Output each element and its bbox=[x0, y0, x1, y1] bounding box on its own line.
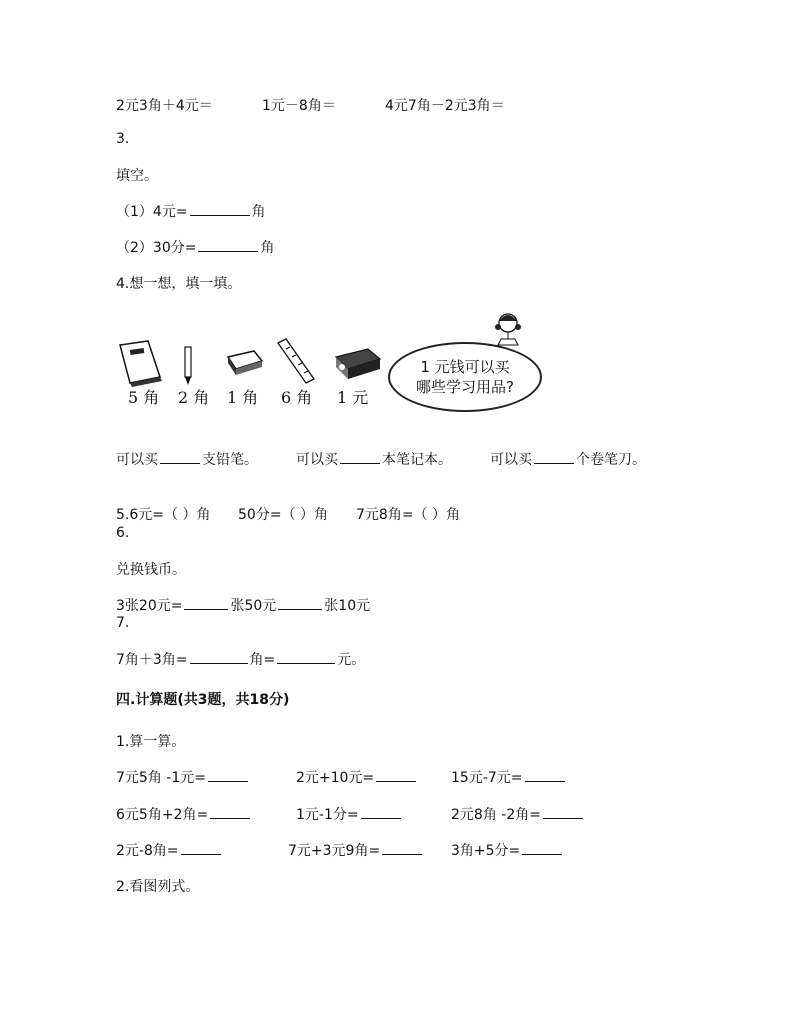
fill-prefix: 可以买 bbox=[490, 452, 532, 468]
q6-text-a: 3张20元= bbox=[116, 598, 183, 614]
answer-blank[interactable] bbox=[184, 608, 228, 610]
question-3-number: 3. bbox=[116, 131, 130, 147]
q7-text-a: 7角＋3角= bbox=[116, 652, 188, 668]
answer-blank[interactable] bbox=[277, 662, 335, 664]
calc-row-1-b bbox=[296, 767, 418, 787]
answer-blank[interactable] bbox=[210, 817, 250, 819]
calc-row-1-a bbox=[116, 767, 250, 787]
answer-blank[interactable] bbox=[160, 462, 200, 464]
answer-blank[interactable] bbox=[181, 853, 221, 855]
caption-ruler-price: 6 角 bbox=[281, 388, 313, 407]
calc-row-3-c bbox=[451, 840, 564, 860]
q4-fill-pencil bbox=[116, 449, 258, 469]
question-6-title: 兑换钱币。 bbox=[116, 562, 186, 578]
answer-blank[interactable] bbox=[534, 462, 574, 464]
calc-row-2-c bbox=[451, 804, 585, 824]
calc-row-2-a bbox=[116, 804, 252, 824]
fill-prefix: 可以买 bbox=[296, 452, 338, 468]
answer-blank[interactable] bbox=[340, 462, 380, 464]
calc-text: 3角+5分= bbox=[451, 843, 521, 859]
calc-text: 6元5角+2角= bbox=[116, 807, 209, 823]
calc-text: 2元+10元= bbox=[296, 770, 375, 786]
q7-text-c: 元。 bbox=[337, 652, 366, 668]
calc-text: 15元-7元= bbox=[451, 770, 523, 786]
calc-text: 1元-1分= bbox=[296, 807, 359, 823]
answer-blank[interactable] bbox=[278, 608, 322, 610]
speech-bubble bbox=[388, 342, 542, 412]
calc-text: 2元8角 -2角= bbox=[451, 807, 541, 823]
problem-row1-c: 4元7角－2元3角＝ bbox=[385, 98, 505, 114]
q3-item1-prefix: （1）4元= bbox=[116, 204, 188, 220]
caption-pencil-price: 2 角 bbox=[178, 388, 210, 407]
answer-blank[interactable] bbox=[198, 250, 258, 252]
calc-row-2-b bbox=[296, 804, 403, 824]
notebook-icon bbox=[120, 341, 162, 387]
eraser-icon bbox=[228, 351, 262, 375]
girl-icon bbox=[495, 314, 521, 345]
q4-fill-notebook bbox=[296, 449, 452, 469]
answer-blank[interactable] bbox=[525, 780, 565, 782]
question-3-item-2 bbox=[116, 237, 274, 257]
calc-text: 7元+3元9角= bbox=[288, 843, 381, 859]
question-6-number: 6. bbox=[116, 525, 130, 541]
fill-prefix: 可以买 bbox=[116, 452, 158, 468]
caption-notebook-price: 5 角 bbox=[128, 388, 160, 407]
q6-text-b: 张50元 bbox=[230, 598, 277, 614]
question-7-line bbox=[116, 649, 365, 669]
section-4-q1-title: 1.算一算。 bbox=[116, 734, 186, 750]
q3-item2-prefix: （2）30分= bbox=[116, 240, 197, 256]
caption-eraser-price: 1 角 bbox=[227, 388, 259, 407]
fill-suffix: 支铅笔。 bbox=[202, 452, 258, 468]
q6-text-c: 张10元 bbox=[324, 598, 371, 614]
q3-item2-suffix: 角 bbox=[260, 240, 275, 256]
answer-blank[interactable] bbox=[543, 817, 583, 819]
q4-fill-sharpener bbox=[490, 449, 646, 469]
problem-row1-a: 2元3角＋4元＝ bbox=[116, 98, 213, 114]
pencil-icon bbox=[185, 347, 191, 385]
calc-text: 2元-8角= bbox=[116, 843, 179, 859]
calc-row-3-b bbox=[288, 840, 424, 860]
answer-blank[interactable] bbox=[190, 214, 250, 216]
speech-bubble-line-1: 1 元钱可以买 bbox=[420, 358, 510, 376]
section-4-q2-title: 2.看图列式。 bbox=[116, 879, 200, 895]
ruler-icon bbox=[278, 339, 314, 383]
question-6-line bbox=[116, 595, 370, 615]
question-3-title: 填空。 bbox=[116, 168, 158, 184]
q5-part-c: 7元8角=（ ）角 bbox=[356, 507, 460, 523]
speech-bubble-line-2: 哪些学习用品? bbox=[416, 378, 514, 396]
answer-blank[interactable] bbox=[190, 662, 248, 664]
section-4-title: 四.计算题(共3题，共18分) bbox=[116, 692, 290, 708]
question-3-item-1 bbox=[116, 201, 266, 221]
pencil-sharpener-icon bbox=[336, 349, 380, 379]
calc-row-3-a bbox=[116, 840, 223, 860]
caption-sharpener-price: 1 元 bbox=[337, 388, 369, 407]
q7-text-b: 角= bbox=[249, 652, 276, 668]
answer-blank[interactable] bbox=[208, 780, 248, 782]
question-4-title: 4.想一想，填一填。 bbox=[116, 276, 242, 292]
calc-text: 7元5角 -1元= bbox=[116, 770, 206, 786]
question-7-number: 7. bbox=[116, 615, 130, 631]
answer-blank[interactable] bbox=[522, 853, 562, 855]
fill-suffix: 本笔记本。 bbox=[382, 452, 452, 468]
answer-blank[interactable] bbox=[361, 817, 401, 819]
q3-item1-suffix: 角 bbox=[251, 204, 266, 220]
calc-row-1-c bbox=[451, 767, 567, 787]
q5-part-b: 50分=（ ）角 bbox=[238, 507, 328, 523]
answer-blank[interactable] bbox=[382, 853, 422, 855]
q5-part-a: 5.6元=（ ）角 bbox=[116, 507, 211, 523]
answer-blank[interactable] bbox=[376, 780, 416, 782]
fill-suffix: 个卷笔刀。 bbox=[576, 452, 646, 468]
problem-row1-b: 1元－8角＝ bbox=[262, 98, 336, 114]
